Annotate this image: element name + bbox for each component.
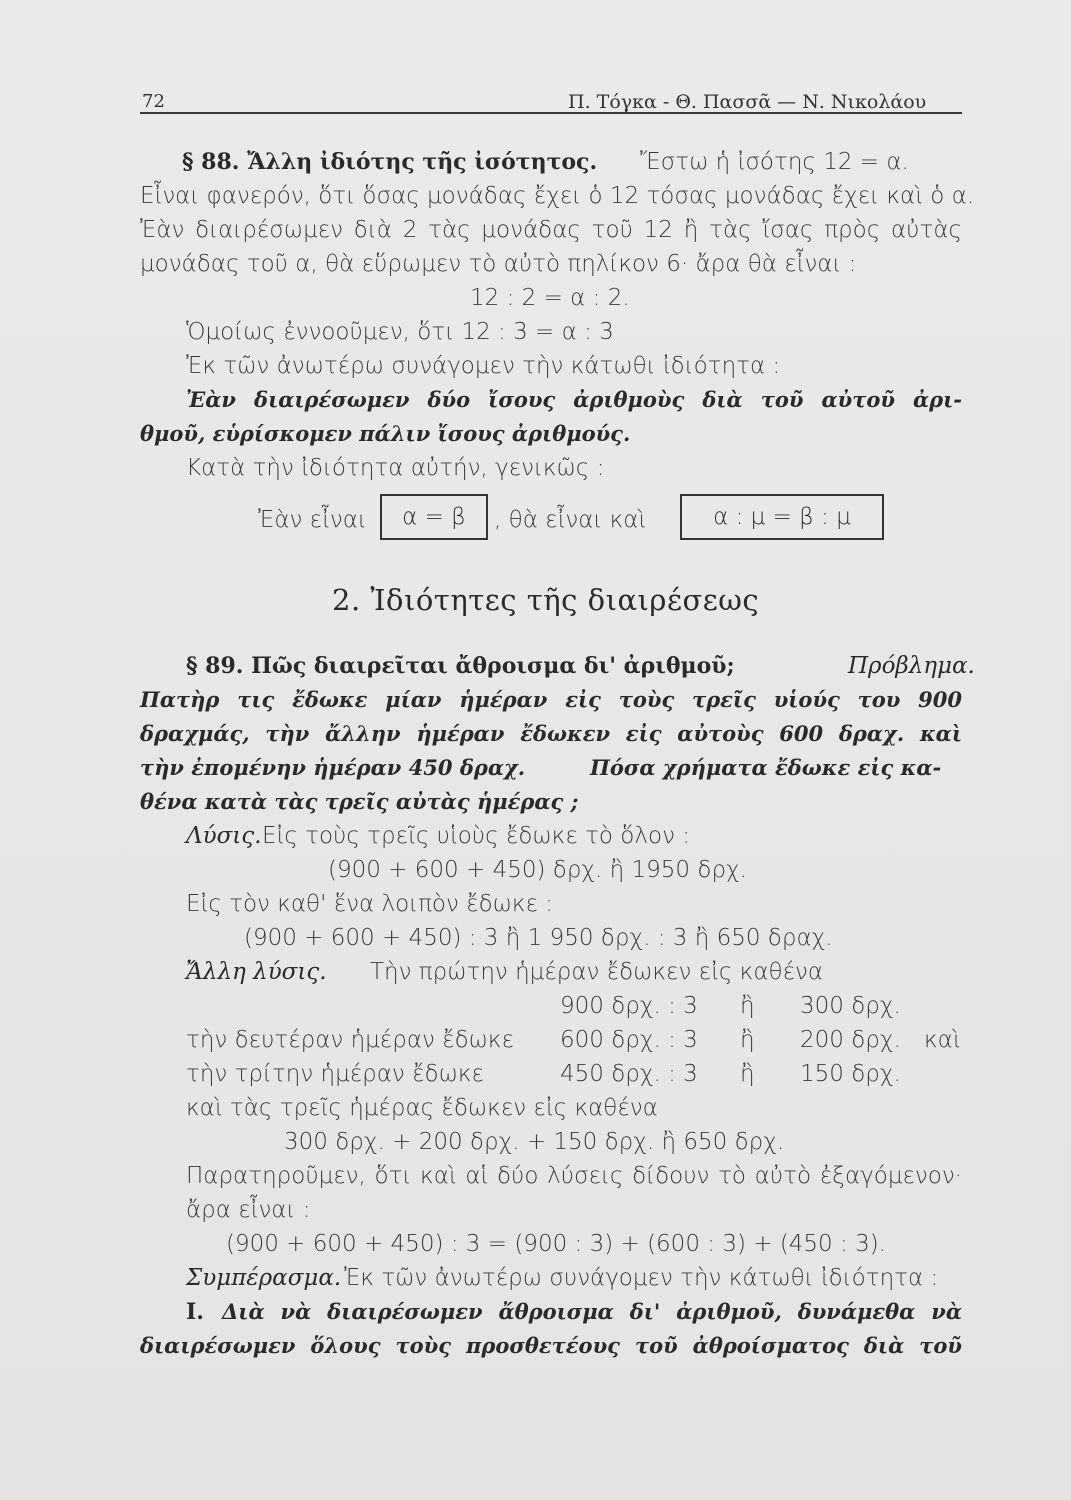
rule1-line1: Διὰ νὰ διαιρέσωμεν ἄθροισμα δι' ἀριθμοῦ, δυνάμεθα νὰ (222, 1299, 962, 1324)
if-label: Ἐὰν εἶναι (258, 507, 367, 533)
observation-line2: ἄρα εἶναι : (186, 1197, 311, 1223)
row2-calc: 600 δρχ. : 3 (560, 1027, 698, 1053)
alt-solution-line5: καὶ τὰς τρεῖς ἡμέρας ἔδωκεν εἰς καθένα (186, 1095, 658, 1121)
boxed-division-equality: α : μ = β : μ (680, 494, 884, 540)
row3-label: τὴν τρίτην ἡμέραν ἔδωκε (186, 1061, 484, 1087)
alt-solution-sum: 300 δρχ. + 200 δρχ. + 150 δρχ. ἢ 650 δρχ. (284, 1129, 785, 1155)
section-88-line4: μονάδας τοῦ α, θὰ εὕρωμεν τὸ αὐτὸ πηλίκον 6· ἄρα θὰ εἶναι : (140, 251, 857, 277)
row2-result: 200 δρχ. (800, 1027, 901, 1053)
row1-calc: 900 δρχ. : 3 (560, 993, 698, 1019)
row2-or: ἢ (740, 1027, 755, 1053)
then-label: , θὰ εἶναι καὶ (494, 507, 647, 533)
solution-line3: Εἰς τὸν καθ' ἕνα λοιπὸν ἔδωκε : (186, 891, 554, 917)
boxed-equality: α = β (380, 494, 488, 540)
chapter-title: 2. Ἰδιότητες τῆς διαιρέσεως (332, 583, 760, 617)
section-89-heading (186, 652, 735, 681)
solution-line1: Εἰς τοὺς τρεῖς υἱοὺς ἔδωκε τὸ ὅλον : (262, 823, 690, 849)
row2-label: τὴν δευτέραν ἡμέραν ἔδωκε (186, 1027, 515, 1053)
section-88-line2: Εἶναι φανερόν, ὅτι ὅσας μονάδας ἔχει ὁ 12 τόσας μονάδας ἔχει καὶ ὁ α. (140, 183, 975, 209)
section-88-line6: Ἐκ τῶν ἀνωτέρω συνάγομεν τὴν κάτωθι ἰδιότητα : (186, 353, 781, 379)
row3-result: 150 δρχ. (800, 1061, 901, 1087)
section-88-line3: Ἐὰν διαιρέσωμεν διὰ 2 τὰς μονάδας τοῦ 12 ἢ τὰς ἴσας πρὸς αὐτὰς (140, 217, 962, 243)
problem-question: Πόσα χρήματα ἔδωκε εἰς κα- (590, 755, 942, 780)
section-89-title: § 89. Πῶς διαιρεῖται ἄθροισμα δι' ἀριθμοῦ; (186, 653, 735, 679)
solution-label: Λύσις. (186, 823, 262, 849)
final-equation: (900 + 600 + 450) : 3 = (900 : 3) + (600 : 3) + (450 : 3). (226, 1231, 886, 1257)
row1-or: ἢ (740, 993, 755, 1019)
rule1-number: I. (186, 1299, 204, 1325)
equation-12-div-2: 12 : 2 = α : 2. (470, 285, 630, 311)
conclusion-text: Ἐκ τῶν ἀνωτέρω συνάγομεν τὴν κάτωθι ἰδιότητα : (344, 1265, 939, 1291)
section-88-title: § 88. Ἄλλη ἰδιότης τῆς ἰσότητος. (182, 149, 598, 175)
problem-label: Πρόβλημα. (848, 653, 975, 679)
conclusion-label: Συμπέρασμα. (186, 1265, 342, 1291)
section-88-heading (182, 148, 597, 177)
solution-line2: (900 + 600 + 450) δρχ. ἢ 1950 δρχ. (328, 857, 747, 883)
alt-solution-line1: Τὴν πρώτην ἡμέραν ἔδωκεν εἰς καθένα (370, 959, 824, 985)
alt-solution-label: Ἄλλη λύσις. (186, 959, 327, 985)
running-header-authors: Π. Τόγκα - Θ. Πασσᾶ — Ν. Νικολάου (568, 91, 927, 113)
rule-line1: Ἐὰν διαιρέσωμεν δύο ἴσους ἀριθμοὺς διὰ τοῦ αὐτοῦ ἀρι- (186, 387, 962, 412)
rule-line2: θμοῦ, εὑρίσκομεν πάλιν ἴσους ἀριθμούς. (140, 421, 631, 446)
section-88-line5: Ὁμοίως ἐννοοῦμεν, ὅτι 12 : 3 = α : 3 (186, 319, 614, 345)
page-number: 72 (142, 91, 165, 112)
rule1-line2: διαιρέσωμεν ὅλους τοὺς προσθετέους τοῦ ἀθροίσματος διὰ τοῦ (140, 1333, 962, 1358)
row2-and: καὶ (924, 1027, 961, 1053)
row3-calc: 450 δρχ. : 3 (560, 1061, 698, 1087)
row3-or: ἢ (740, 1061, 755, 1087)
problem-line4: θένα κατὰ τὰς τρεῖς αὐτὰς ἡμέρας ; (140, 789, 579, 814)
section-88-line1-rest: Ἔστω ἡ ἰσότης 12 = α. (640, 149, 909, 175)
solution-line4: (900 + 600 + 450) : 3 ἢ 1 950 δρχ. : 3 ἢ 650 δραχ. (244, 925, 833, 951)
problem-line1: Πατὴρ τις ἔδωκε μίαν ἡμέραν εἰς τοὺς τρεῖς υἱούς του 900 (140, 687, 962, 712)
observation-line1: Παρατηροῦμεν, ὅτι καὶ αἱ δύο λύσεις δίδουν τὸ αὐτὸ ἐξαγόμενον· (186, 1163, 962, 1189)
problem-line3 (140, 754, 525, 782)
section-88-line7: Κατὰ τὴν ἰδιότητα αὐτήν, γενικῶς : (186, 455, 605, 481)
row1-result: 300 δρχ. (800, 993, 901, 1019)
problem-line2: δραχμάς, τὴν ἄλλην ἡμέραν ἔδωκεν εἰς αὐτοὺς 600 δραχ. καὶ (140, 721, 962, 746)
problem-line3-text: τὴν ἐπομένην ἡμέραν 450 δραχ. (140, 755, 526, 780)
header-rule (140, 112, 962, 114)
